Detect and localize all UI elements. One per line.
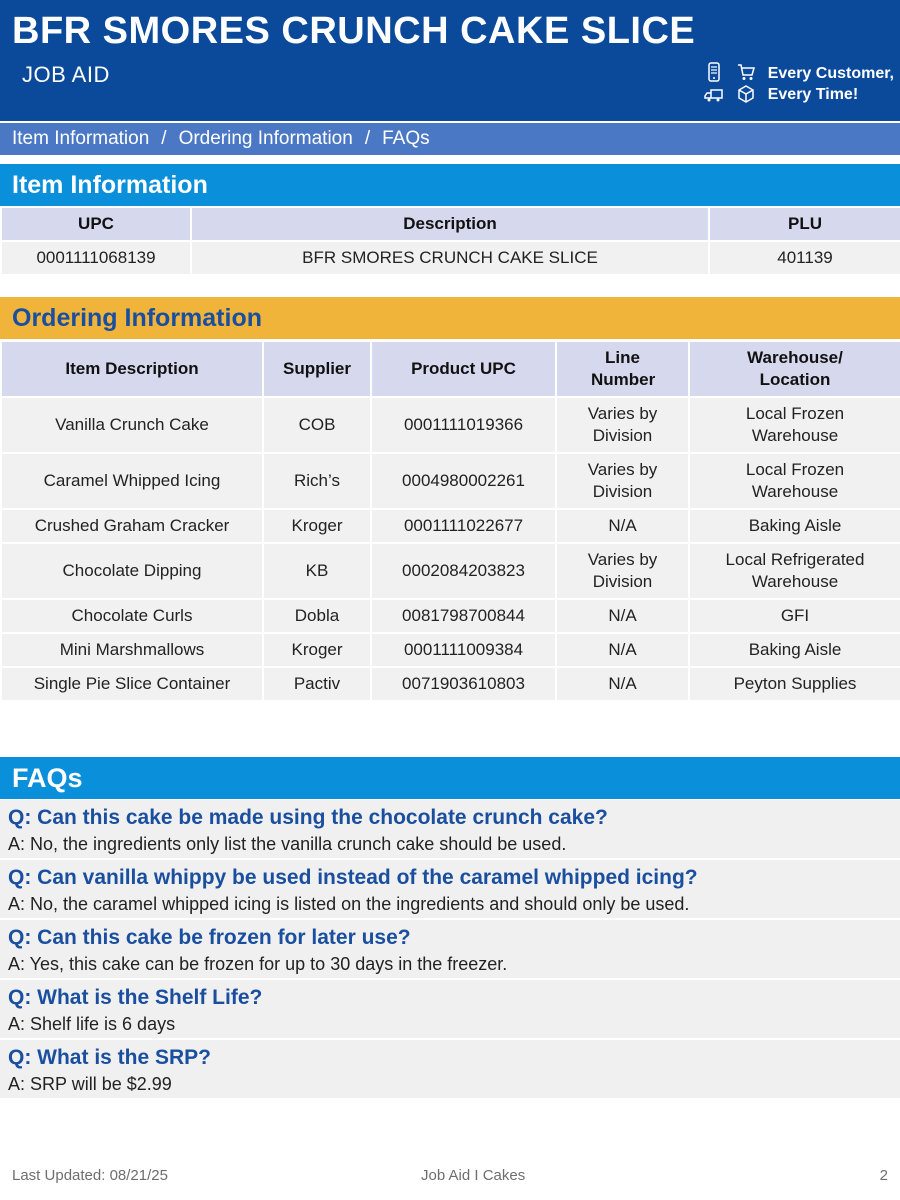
faq-question: Q: Can vanilla whippy be used instead of the caramel whipped icing? [8,866,698,889]
line-number-cell: N/A [556,667,689,701]
faq-answer: A: No, the ingredients only list the vanilla crunch cake should be used. [8,834,567,854]
breadcrumb-item-faqs[interactable]: FAQs [382,128,430,149]
supplier-cell: Rich’s [263,453,371,509]
table-row [1,453,900,509]
faq-question: Q: What is the SRP? [8,1046,212,1069]
column-header-warehouse-location: Warehouse/ Location [689,341,900,397]
faq-item [0,980,900,1040]
breadcrumb-item-ordering-information[interactable]: Ordering Information [178,128,353,149]
faq-answer: A: No, the caramel whipped icing is listed on the ingredients and should only be used. [8,894,690,914]
column-header-line-number: Line Number [556,341,689,397]
brand-text [768,63,894,105]
product-upc-cell: 0071903610803 [371,667,556,701]
column-header-item-description: Item Description [1,341,263,397]
description-cell: BFR SMORES CRUNCH CAKE SLICE [191,241,709,275]
header-banner [0,0,900,121]
table-row [1,599,900,633]
faq-question: Q: What is the Shelf Life? [8,986,263,1009]
page-subtitle: JOB AID [22,62,110,87]
ordering-information-table [0,340,900,702]
faq-answer: A: Yes, this cake can be frozen for up to 30 days in the freezer. [8,954,508,974]
supplier-cell: Kroger [263,633,371,667]
product-upc-cell: 0001111022677 [371,509,556,543]
product-upc-cell: 0002084203823 [371,543,556,599]
last-updated: Last Updated: 08/21/25 [12,1167,168,1184]
shopping-cart-icon [736,62,756,82]
item-description-cell: Chocolate Curls [1,599,263,633]
table-header-row [1,207,900,241]
item-information-heading: Item Information [0,164,900,206]
item-information-table [0,206,900,276]
brand-icon-group [704,62,756,106]
line-number-cell: Varies by Division [556,543,689,599]
table-row [1,241,900,275]
plu-cell: 401139 [709,241,900,275]
supplier-cell: Pactiv [263,667,371,701]
warehouse-location-cell: Baking Aisle [689,509,900,543]
line-number-cell: N/A [556,599,689,633]
faq-question: Q: Can this cake be frozen for later use? [8,926,411,949]
item-description-cell: Chocolate Dipping [1,543,263,599]
column-header-product-upc: Product UPC [371,341,556,397]
column-header-plu: PLU [709,207,900,241]
warehouse-location-cell: Baking Aisle [689,633,900,667]
brand-line-1: Every Customer, [767,65,894,82]
item-description-cell: Crushed Graham Cracker [1,509,263,543]
faq-answer: A: Shelf life is 6 days [8,1014,176,1034]
item-description-cell: Single Pie Slice Container [1,667,263,701]
faq-question: Q: Can this cake be made using the chocolate crunch cake? [8,806,608,829]
faqs-heading: FAQs [0,757,900,799]
product-upc-cell: 0004980002261 [371,453,556,509]
faq-item [0,920,900,980]
faq-item [0,1040,900,1100]
warehouse-location-cell: Local Refrigerated Warehouse [689,543,900,599]
item-description-cell: Vanilla Crunch Cake [1,397,263,453]
warehouse-location-cell: Local Frozen Warehouse [689,453,900,509]
faq-item [0,860,900,920]
column-header-supplier: Supplier [263,341,371,397]
faq-answer: A: SRP will be $2.99 [8,1074,172,1094]
table-row [1,397,900,453]
page-footer [0,1167,900,1187]
ordering-information-heading: Ordering Information [0,297,900,339]
warehouse-location-cell: Peyton Supplies [689,667,900,701]
table-header-row [1,341,900,397]
page-title: BFR SMORES CRUNCH CAKE SLICE [12,10,696,52]
line-number-cell: Varies by Division [556,397,689,453]
warehouse-location-cell: Local Frozen Warehouse [689,397,900,453]
breadcrumb [0,123,900,155]
supplier-cell: Dobla [263,599,371,633]
item-description-cell: Caramel Whipped Icing [1,453,263,509]
faq-list [0,800,900,1100]
table-row [1,509,900,543]
mobile-icon [704,62,724,82]
table-row [1,633,900,667]
brand-line-2: Every Time! [767,86,859,103]
line-number-cell: Varies by Division [556,453,689,509]
product-upc-cell: 0001111009384 [371,633,556,667]
supplier-cell: Kroger [263,509,371,543]
table-row [1,667,900,701]
item-description-cell: Mini Marshmallows [1,633,263,667]
table-row [1,543,900,599]
product-upc-cell: 0001111019366 [371,397,556,453]
breadcrumb-separator: / [364,128,371,149]
faq-item [0,800,900,860]
line-number-cell: N/A [556,509,689,543]
upc-cell: 0001111068139 [1,241,191,275]
column-header-description: Description [191,207,709,241]
breadcrumb-separator: / [161,128,167,149]
line-number-cell: N/A [556,633,689,667]
breadcrumb-item-item-information[interactable]: Item Information [12,128,150,149]
delivery-truck-icon [704,84,724,104]
column-header-upc: UPC [1,207,191,241]
warehouse-location-cell: GFI [689,599,900,633]
brand-tagline [704,62,894,106]
supplier-cell: KB [263,543,371,599]
supplier-cell: COB [263,397,371,453]
footer-category: Job Aid I Cakes [421,1167,526,1184]
product-upc-cell: 0081798700844 [371,599,556,633]
package-icon [736,84,756,104]
page-number: 2 [879,1167,888,1184]
